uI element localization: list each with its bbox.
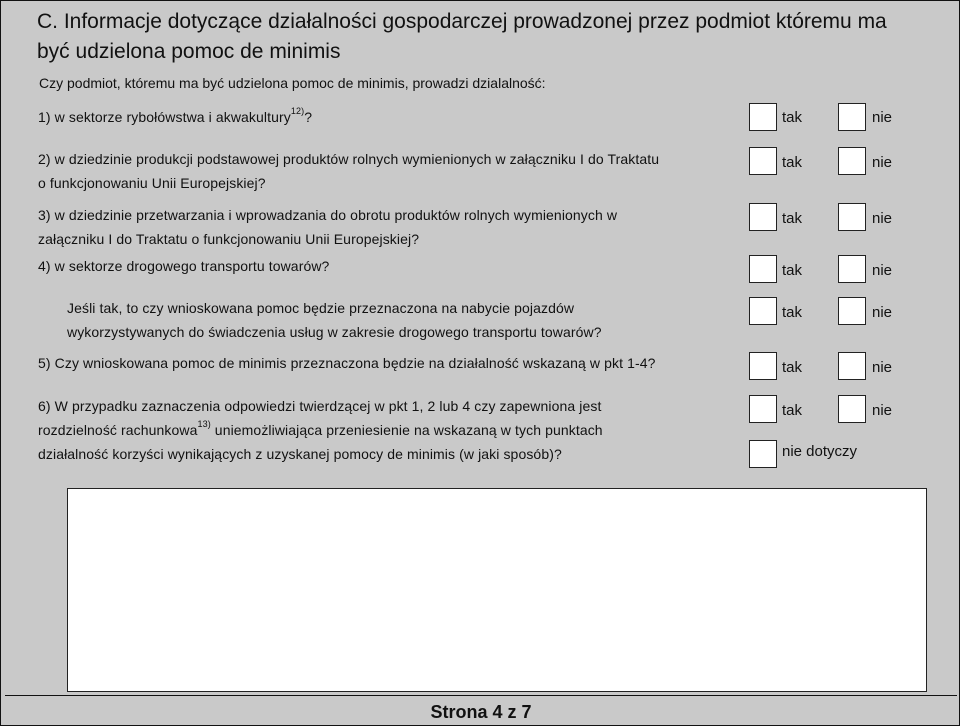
q1-yes-label: tak	[782, 109, 803, 126]
q2-yes-label: tak	[782, 154, 803, 171]
section-intro: Czy podmiot, któremu ma być udzielona pomoc de minimis, prowadzi dzialalność:	[39, 75, 546, 91]
question-1	[38, 105, 312, 129]
footer-divider	[5, 695, 957, 696]
q5-no-label: nie	[872, 359, 893, 376]
q1-no-checkbox[interactable]	[838, 103, 866, 131]
question-3	[38, 203, 617, 251]
q1-yes-checkbox[interactable]	[749, 103, 777, 131]
question-6-line-2b: uniemożliwiająca przeniesienie na wskazaną w tych punktach	[210, 422, 603, 438]
q6-not-applicable-label: nie dotyczy	[782, 443, 858, 460]
question-6-line-2a: rozdzielność rachunkowa	[38, 422, 198, 438]
question-3-line-2: załączniku I do Traktatu o funkcjonowaniu Unii Europejskiej?	[38, 231, 420, 247]
question-4: 4) w sektorze drogowego transportu towarów?	[38, 258, 330, 274]
footnote-ref-12: 12)	[290, 106, 305, 117]
question-3-line-1: 3) w dziedzinie przetwarzania i wprowadzania do obrotu produktów rolnych wymienionych w	[38, 207, 618, 223]
q4-sub-yes-label: tak	[782, 304, 803, 321]
q2-no-checkbox[interactable]	[838, 147, 866, 175]
question-4-sub-line-1: Jeśli tak, to czy wnioskowana pomoc będzie przeznaczona na nabycie pojazdów	[67, 300, 575, 316]
q6-no-checkbox[interactable]	[838, 395, 866, 423]
question-5: 5) Czy wnioskowana pomoc de minimis przeznaczona będzie na działalność wskazaną w pkt 1-4?	[38, 355, 656, 371]
question-2-line-1: 2) w dziedzinie produkcji podstawowej produktów rolnych wymienionych w załączniku I do Traktatu	[38, 151, 660, 167]
question-4-sub-line-2: wykorzystywanych do świadczenia usług w zakresie drogowego transportu towarów?	[67, 324, 602, 340]
q6-yes-label: tak	[782, 402, 803, 419]
q3-yes-label: tak	[782, 210, 803, 227]
question-1-suffix: ?	[304, 109, 313, 125]
page-number: Strona 4 z 7	[430, 702, 532, 722]
q5-no-checkbox[interactable]	[838, 352, 866, 380]
q3-yes-checkbox[interactable]	[749, 203, 777, 231]
q6-not-applicable-checkbox[interactable]	[749, 440, 777, 468]
q2-no-label: nie	[872, 154, 893, 171]
q4-sub-no-label: nie	[872, 304, 893, 321]
q5-yes-checkbox[interactable]	[749, 352, 777, 380]
answer-textarea[interactable]	[67, 488, 927, 692]
q4-yes-label: tak	[782, 262, 803, 279]
q4-yes-checkbox[interactable]	[749, 255, 777, 283]
question-6-line-3: działalność korzyści wynikających z uzyskanej pomocy de minimis (w jaki sposób)?	[38, 446, 562, 462]
q3-no-checkbox[interactable]	[838, 203, 866, 231]
q4-no-checkbox[interactable]	[838, 255, 866, 283]
q6-no-label: nie	[872, 402, 893, 419]
question-4-sub	[67, 296, 602, 344]
question-6-line-1: 6) W przypadku zaznaczenia odpowiedzi twierdzącej w pkt 1, 2 lub 4 czy zapewniona jest	[38, 398, 602, 414]
question-2-line-2: o funkcjonowaniu Unii Europejskiej?	[38, 175, 266, 191]
q1-no-label: nie	[872, 109, 893, 126]
q4-sub-no-checkbox[interactable]	[838, 297, 866, 325]
q2-yes-checkbox[interactable]	[749, 147, 777, 175]
question-6	[38, 394, 603, 466]
footnote-ref-13: 13)	[197, 419, 211, 430]
section-title: C. Informacje dotyczące działalności gospodarczej prowadzonej przez podmiot któremu ma być udzielona pomoc de minimis	[37, 10, 887, 63]
q4-no-label: nie	[872, 262, 893, 279]
q4-sub-yes-checkbox[interactable]	[749, 297, 777, 325]
question-1-text: 1) w sektorze rybołówstwa i akwakultury	[38, 109, 291, 125]
q3-no-label: nie	[872, 210, 893, 227]
q6-yes-checkbox[interactable]	[749, 395, 777, 423]
q5-yes-label: tak	[782, 359, 803, 376]
question-2	[38, 147, 659, 195]
